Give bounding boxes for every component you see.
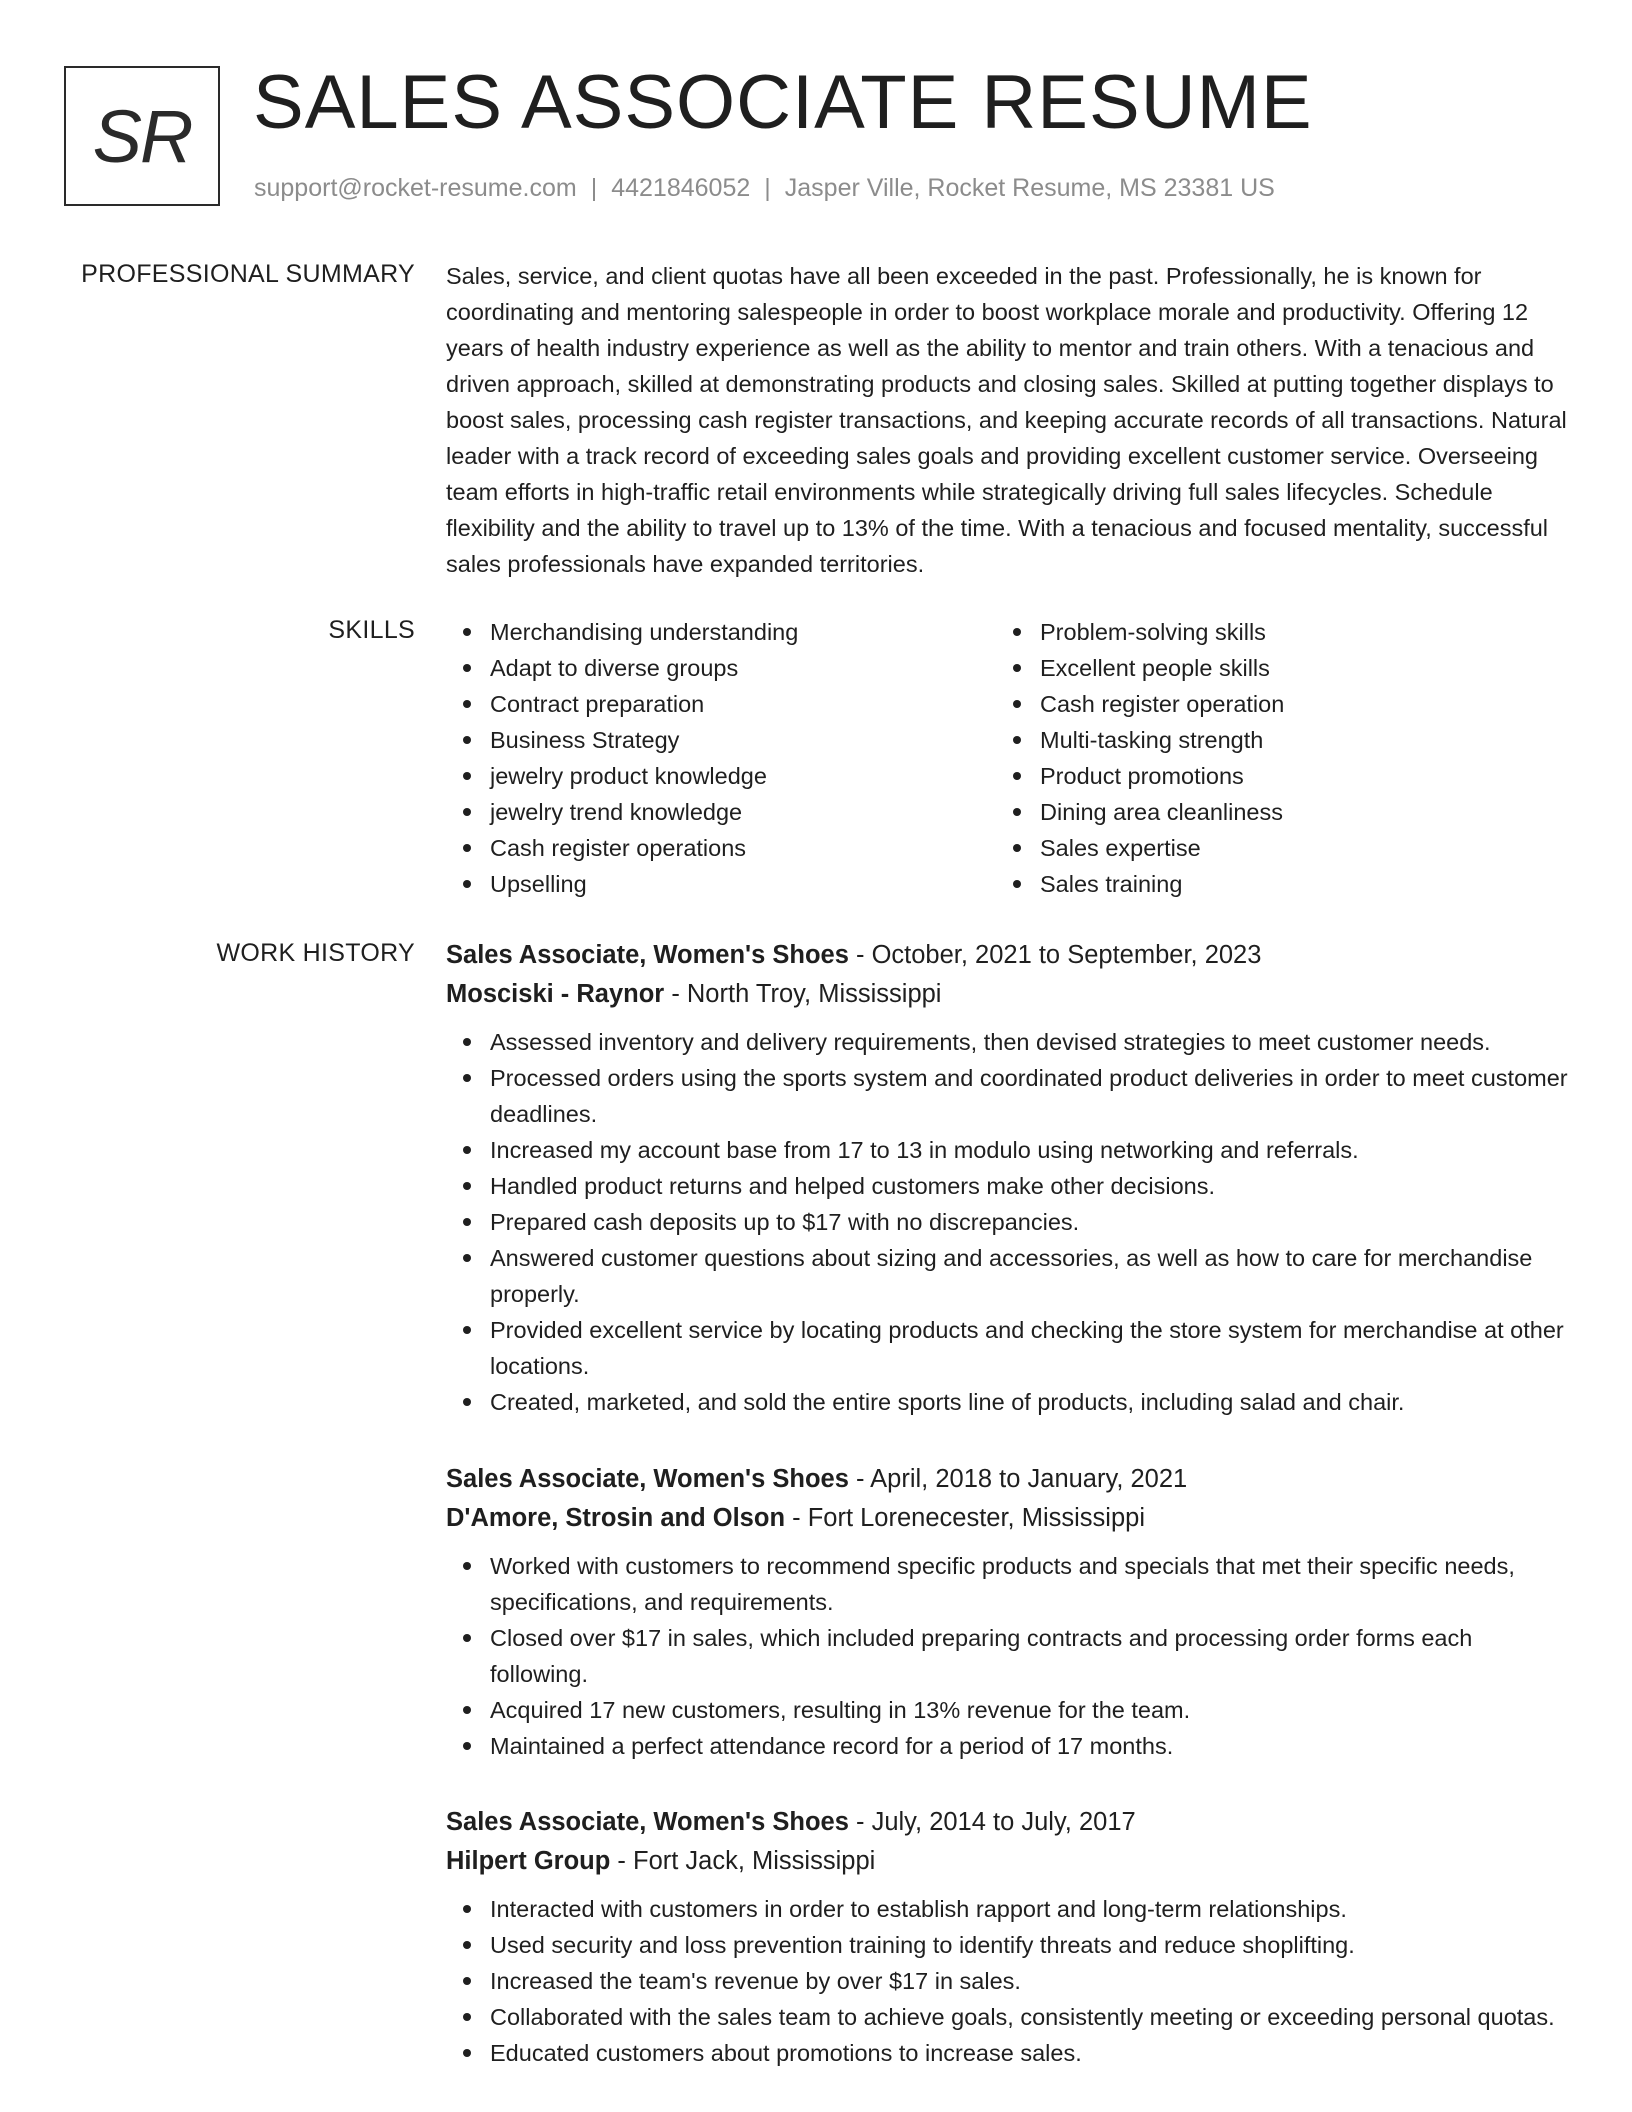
skill-item: Business Strategy [446, 722, 966, 758]
summary-body [446, 258, 1568, 582]
job-bullet: Created, marketed, and sold the entire sports line of products, including salad and chair. [446, 1384, 1568, 1420]
contact-separator: | [590, 174, 598, 202]
skill-item: Merchandising understanding [446, 614, 966, 650]
job-location: - Fort Jack, Mississippi [610, 1847, 876, 1875]
skill-item: Upselling [446, 866, 966, 902]
job-entry [446, 1460, 1568, 1764]
skills-list-right [996, 614, 1516, 902]
job-bullet: Prepared cash deposits up to $17 with no discrepancies. [446, 1204, 1568, 1240]
job-bullets [446, 1024, 1568, 1420]
summary-heading: PROFESSIONAL SUMMARY [81, 260, 415, 288]
job-title-line [446, 936, 1568, 975]
job-bullet: Collaborated with the sales team to achieve goals, consistently meeting or exceeding personal quotas. [446, 1999, 1568, 2035]
job-entry [446, 936, 1568, 1420]
job-bullets [446, 1891, 1568, 2071]
job-location: - Fort Lorenecester, Mississippi [785, 1504, 1145, 1532]
skill-item: jewelry trend knowledge [446, 794, 966, 830]
job-bullet: Acquired 17 new customers, resulting in 13% revenue for the team. [446, 1692, 1568, 1728]
skill-item: Adapt to diverse groups [446, 650, 966, 686]
skill-item: Contract preparation [446, 686, 966, 722]
job-title-line [446, 1460, 1568, 1499]
work-history-heading: WORK HISTORY [216, 939, 415, 967]
job-bullet: Answered customer questions about sizing and accessories, as well as how to care for merchandise properly. [446, 1240, 1568, 1312]
job-bullet: Closed over $17 in sales, which included preparing contracts and processing order forms each following. [446, 1620, 1568, 1692]
job-role: Sales Associate, Women's Shoes [446, 1465, 849, 1493]
job-company-line [446, 975, 1568, 1014]
skill-item: Sales training [996, 866, 1516, 902]
job-company: D'Amore, Strosin and Olson [446, 1504, 786, 1532]
job-title-line [446, 1803, 1568, 1842]
skill-item: Cash register operation [996, 686, 1516, 722]
contact-email: support@rocket-resume.com [254, 174, 577, 202]
job-role: Sales Associate, Women's Shoes [446, 1808, 849, 1836]
skill-item: Cash register operations [446, 830, 966, 866]
job-bullet: Increased the team's revenue by over $17 in sales. [446, 1963, 1568, 1999]
job-bullet: Processed orders using the sports system and coordinated product deliveries in order to meet customer deadlines. [446, 1060, 1568, 1132]
skill-item: Excellent people skills [996, 650, 1516, 686]
skill-item: Problem-solving skills [996, 614, 1516, 650]
job-bullets [446, 1548, 1568, 1764]
job-bullet: Increased my account base from 17 to 13 in modulo using networking and referrals. [446, 1132, 1568, 1168]
job-bullet: Assessed inventory and delivery requirements, then devised strategies to meet customer needs. [446, 1024, 1568, 1060]
skill-item: Product promotions [996, 758, 1516, 794]
job-dates: - April, 2018 to January, 2021 [848, 1465, 1188, 1493]
job-location: - North Troy, Mississippi [664, 980, 942, 1008]
monogram-box: SR [64, 66, 220, 206]
skill-item: Dining area cleanliness [996, 794, 1516, 830]
skills-heading: SKILLS [328, 616, 415, 644]
job-bullet: Educated customers about promotions to increase sales. [446, 2035, 1568, 2071]
contact-separator: | [764, 174, 771, 202]
contact-phone: 4421846052 [611, 174, 751, 202]
job-entry [446, 1803, 1568, 2071]
job-dates: - July, 2014 to July, 2017 [848, 1808, 1136, 1836]
job-company: Mosciski - Raynor [446, 980, 665, 1008]
skill-item: Multi-tasking strength [996, 722, 1516, 758]
job-bullet: Provided excellent service by locating products and checking the store system for merchandise at other locations. [446, 1312, 1568, 1384]
job-bullet: Used security and loss prevention training to identify threats and reduce shoplifting. [446, 1927, 1568, 1963]
job-bullet: Maintained a perfect attendance record for a period of 17 months. [446, 1728, 1568, 1764]
skill-item: Sales expertise [996, 830, 1516, 866]
contact-line [254, 174, 1275, 203]
job-bullet: Handled product returns and helped customers make other decisions. [446, 1168, 1568, 1204]
job-bullet: Interacted with customers in order to establish rapport and long-term relationships. [446, 1891, 1568, 1927]
job-company: Hilpert Group [446, 1847, 611, 1875]
skills-list-left [446, 614, 966, 902]
job-bullet: Worked with customers to recommend specific products and specials that met their specific needs, specifications, and requirements. [446, 1548, 1568, 1620]
job-dates: - October, 2021 to September, 2023 [848, 941, 1262, 969]
job-company-line [446, 1842, 1568, 1881]
summary-text: Sales, service, and client quotas have all been exceeded in the past. Professionally, he is known for coordinating and mentoring salespeople in order to boost workplace morale and productivity. Offering 12 years of health industry experience as well as the ability to mentor and train others. With a tenacious and driven approach, skilled at demonstrating products and closing sales. Skilled at putting together displays to boost sales, processing cash register transactions, and keeping accurate records of all transactions. Natural leader with a track record of exceeding sales goals and providing excellent customer service. Overseeing team efforts in high-traffic retail environments while strategically driving full sales lifecycles. Schedule flexibility and the ability to travel up to 13% of the time. With a tenacious and focused mentality, successful sales professionals have expanded territories. [446, 263, 1567, 577]
job-role: Sales Associate, Women's Shoes [446, 941, 849, 969]
skill-item: jewelry product knowledge [446, 758, 966, 794]
resume-title: SALES ASSOCIATE RESUME [253, 60, 1313, 145]
contact-address: Jasper Ville, Rocket Resume, MS 23381 US [784, 174, 1275, 202]
job-company-line [446, 1499, 1568, 1538]
